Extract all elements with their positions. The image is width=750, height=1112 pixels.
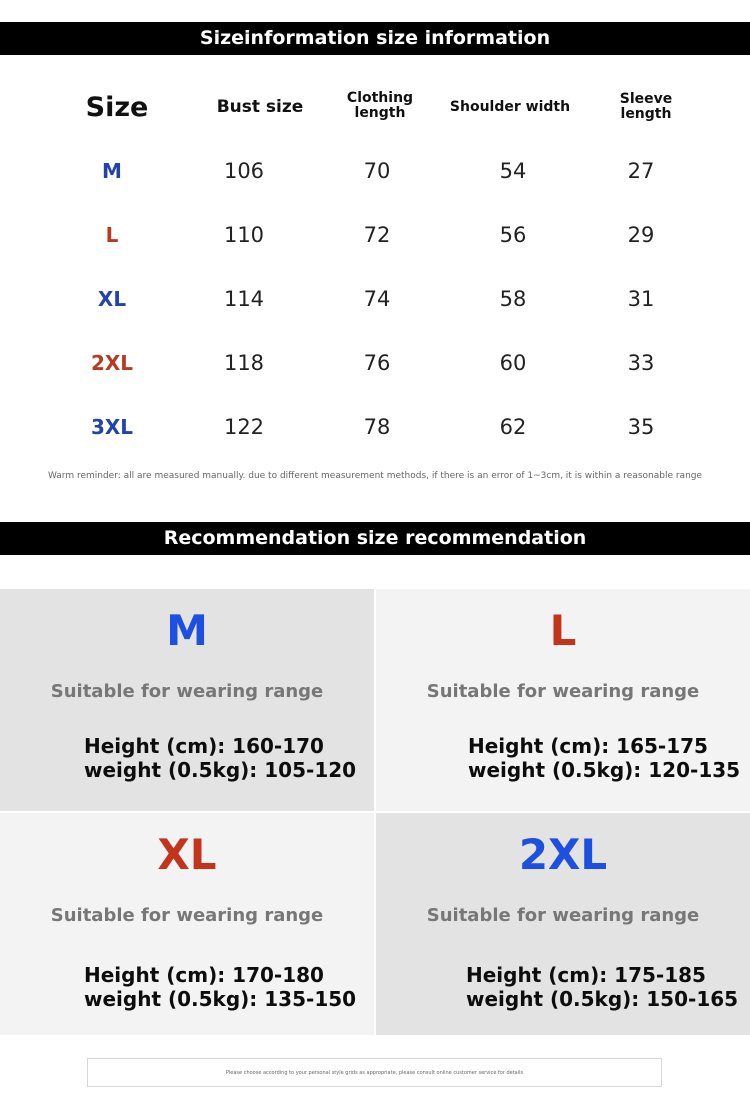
header-sleeve-line2: length bbox=[620, 106, 672, 122]
row-clothing-value: 72 bbox=[363, 223, 391, 247]
card-size-label: XL bbox=[157, 830, 217, 879]
row-shoulder-value: 56 bbox=[499, 223, 527, 247]
header-clothing-length bbox=[330, 91, 430, 121]
row-clothing-value: 76 bbox=[363, 351, 391, 375]
size-row-l bbox=[0, 215, 750, 255]
card-height: Height (cm): 160-170 bbox=[84, 734, 324, 758]
card-measurements bbox=[466, 963, 738, 1011]
row-clothing-value: 70 bbox=[363, 159, 391, 183]
card-size-label: 2XL bbox=[518, 830, 608, 879]
card-weight: weight (0.5kg): 150-165 bbox=[466, 987, 739, 1011]
card-measurements bbox=[84, 734, 356, 782]
header-shoulder-width: Shoulder width bbox=[449, 99, 571, 115]
card-suitable-range: Suitable for wearing range bbox=[426, 905, 700, 926]
card-measurements bbox=[84, 963, 356, 1011]
card-weight: weight (0.5kg): 135-150 bbox=[84, 987, 357, 1011]
header-size: Size bbox=[85, 92, 149, 123]
row-bust-value: 110 bbox=[223, 223, 265, 247]
row-sleeve-value: 33 bbox=[627, 351, 655, 375]
card-measurements bbox=[468, 734, 740, 782]
card-height: Height (cm): 175-185 bbox=[466, 963, 706, 987]
row-size-label: L bbox=[105, 223, 119, 247]
footnote-box bbox=[87, 1058, 662, 1087]
row-size-label: M bbox=[102, 159, 122, 183]
card-weight: weight (0.5kg): 120-135 bbox=[468, 758, 741, 782]
size-recommendation-banner: Recommendation size recommendation bbox=[0, 522, 750, 555]
row-bust-value: 106 bbox=[223, 159, 265, 183]
header-clothing-line2: length bbox=[354, 105, 406, 121]
row-bust-value: 118 bbox=[223, 351, 265, 375]
recommendation-card-xl bbox=[0, 813, 374, 1035]
row-size-label: 3XL bbox=[90, 415, 134, 439]
row-shoulder-value: 60 bbox=[499, 351, 527, 375]
card-size-label: M bbox=[166, 606, 208, 655]
card-suitable-range: Suitable for wearing range bbox=[426, 681, 700, 702]
row-bust-value: 122 bbox=[223, 415, 265, 439]
recommendation-card-2xl bbox=[376, 813, 750, 1035]
size-row-2xl bbox=[0, 343, 750, 383]
row-size-label: XL bbox=[97, 287, 127, 311]
footnote-text: Please choose according to your personal style grids as appropriate, please consult online customer service for details bbox=[225, 1070, 524, 1076]
measurement-reminder: Warm reminder: all are measured manually. due to different measurement methods, if there is an error of 1~3cm, it is within a reasonable range bbox=[47, 471, 703, 481]
row-sleeve-value: 31 bbox=[627, 287, 655, 311]
header-clothing-line1: Clothing bbox=[346, 90, 414, 106]
size-row-m bbox=[0, 151, 750, 191]
header-sleeve-line1: Sleeve bbox=[619, 91, 673, 107]
row-sleeve-value: 27 bbox=[627, 159, 655, 183]
row-size-label: 2XL bbox=[90, 351, 134, 375]
row-clothing-value: 74 bbox=[363, 287, 391, 311]
row-sleeve-value: 35 bbox=[627, 415, 655, 439]
header-bust-size: Bust size bbox=[216, 97, 304, 117]
size-information-banner: Sizeinformation size information bbox=[0, 22, 750, 55]
recommendation-card-m bbox=[0, 589, 374, 811]
row-bust-value: 114 bbox=[223, 287, 265, 311]
card-height: Height (cm): 165-175 bbox=[468, 734, 708, 758]
recommendation-card-l bbox=[376, 589, 750, 811]
card-suitable-range: Suitable for wearing range bbox=[50, 681, 324, 702]
size-row-3xl bbox=[0, 407, 750, 447]
header-sleeve-length bbox=[596, 92, 696, 122]
card-size-label: L bbox=[549, 606, 577, 655]
row-shoulder-value: 58 bbox=[499, 287, 527, 311]
card-height: Height (cm): 170-180 bbox=[84, 963, 324, 987]
row-shoulder-value: 62 bbox=[499, 415, 527, 439]
card-weight: weight (0.5kg): 105-120 bbox=[84, 758, 357, 782]
row-sleeve-value: 29 bbox=[627, 223, 655, 247]
card-suitable-range: Suitable for wearing range bbox=[50, 905, 324, 926]
row-shoulder-value: 54 bbox=[499, 159, 527, 183]
row-clothing-value: 78 bbox=[363, 415, 391, 439]
size-row-xl bbox=[0, 279, 750, 319]
